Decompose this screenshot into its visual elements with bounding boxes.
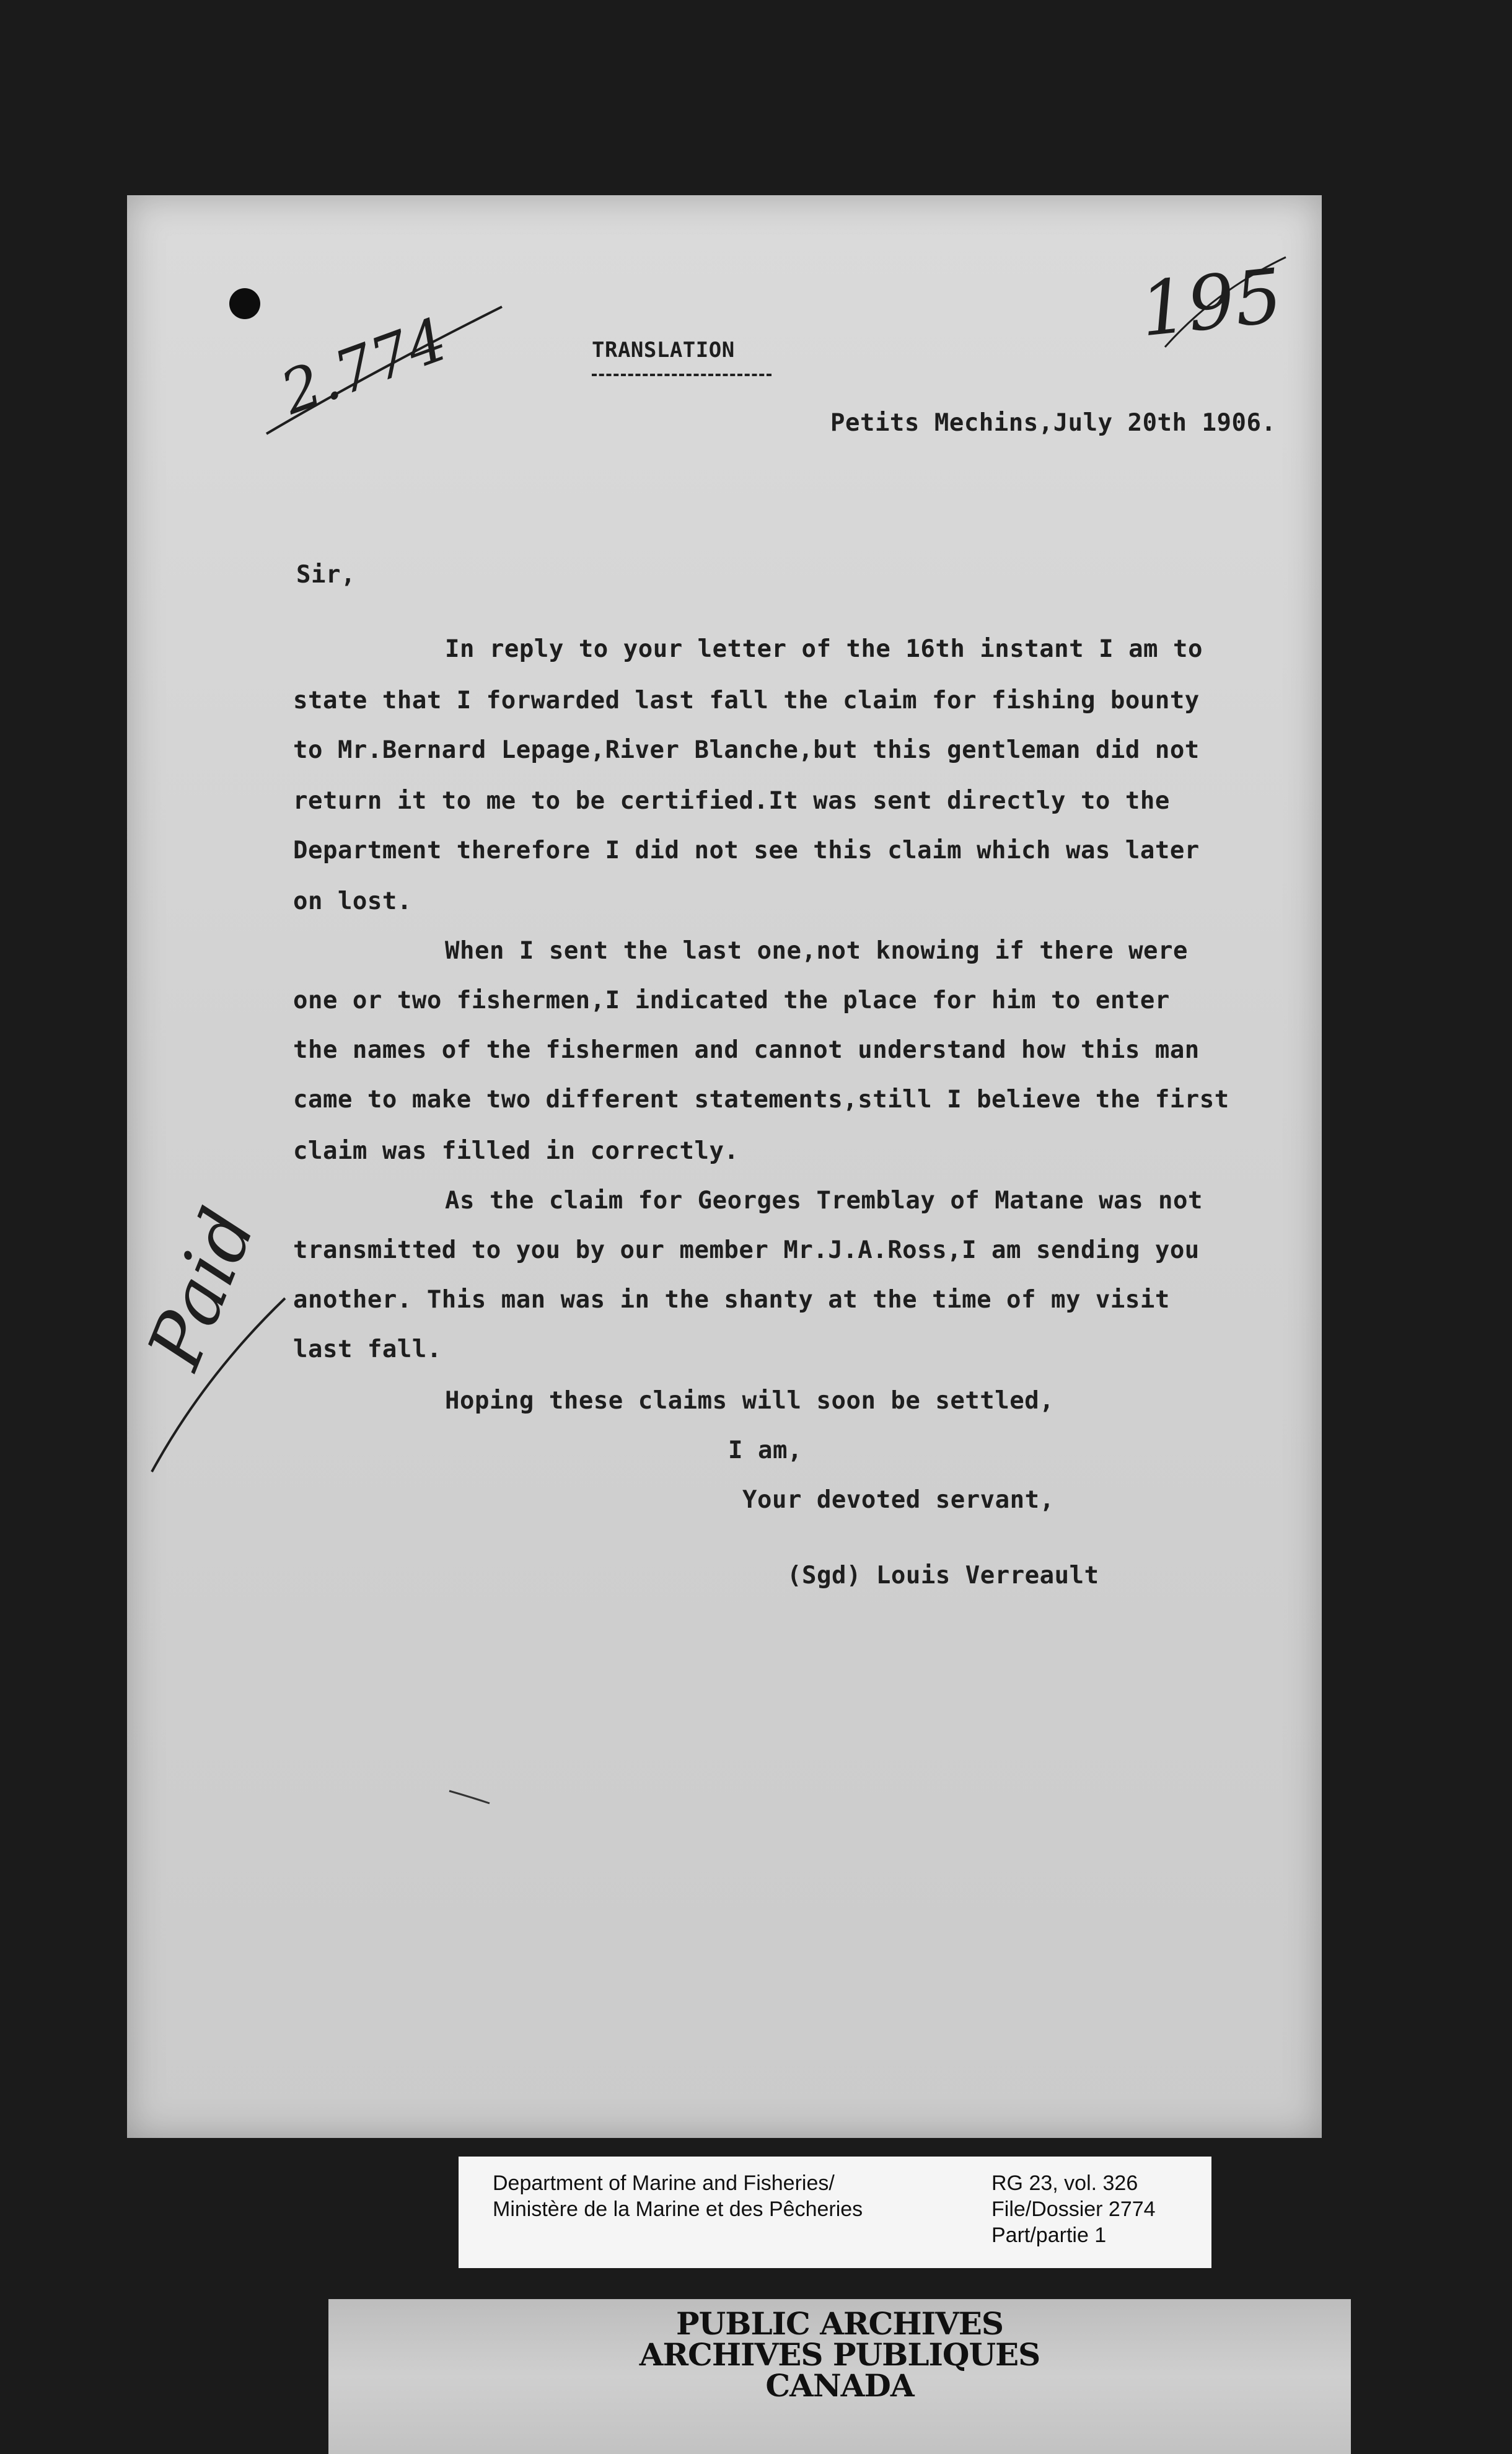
body-line: return it to me to be certified.It was sent directly to the bbox=[293, 787, 1170, 815]
body-line: Department therefore I did not see this claim which was later bbox=[293, 837, 1200, 864]
body-line: one or two fishermen,I indicated the place for him to enter bbox=[293, 987, 1170, 1014]
archive-reference-label bbox=[459, 2157, 1211, 2268]
body-line: another. This man was in the shanty at the time of my visit bbox=[293, 1286, 1170, 1314]
archives-line-country: CANADA bbox=[765, 2367, 914, 2404]
body-line: transmitted to you by our member Mr.J.A.Ross,I am sending you bbox=[293, 1236, 1200, 1264]
department-line-fr: Ministère de la Marine et des Pêcheries bbox=[493, 2197, 863, 2221]
body-line: claim was filled in correctly. bbox=[293, 1137, 739, 1165]
page-number-handwritten: 195 bbox=[1136, 253, 1286, 354]
record-group: RG 23, vol. 326 bbox=[991, 2171, 1138, 2195]
body-line: As the claim for Georges Tremblay of Matane was not bbox=[445, 1187, 1203, 1215]
file-number-handwritten: 2.774 bbox=[272, 304, 456, 428]
archives-line-fr: ARCHIVES PUBLIQUES bbox=[639, 2336, 1040, 2373]
closing-line: Hoping these claims will soon be settled, bbox=[445, 1387, 1055, 1415]
signature-line: (Sgd) Louis Verreault bbox=[787, 1562, 1099, 1590]
heading-underline bbox=[592, 374, 771, 376]
body-line: on lost. bbox=[293, 887, 412, 915]
department-name bbox=[493, 2170, 863, 2222]
paid-mark-handwritten: Paid bbox=[131, 1197, 273, 1381]
part-partie: Part/partie 1 bbox=[991, 2223, 1107, 2247]
archives-stamp bbox=[328, 2299, 1351, 2454]
department-line-en: Department of Marine and Fisheries/ bbox=[493, 2171, 835, 2195]
body-line: state that I forwarded last fall the claim for fishing bounty bbox=[293, 687, 1200, 715]
body-line: came to make two different statements,still I believe the first bbox=[293, 1086, 1229, 1114]
place-date: Petits Mechins,July 20th 1906. bbox=[830, 409, 1277, 437]
body-line: In reply to your letter of the 16th instant I am to bbox=[445, 635, 1203, 663]
body-line: last fall. bbox=[293, 1335, 442, 1363]
body-line: When I sent the last one,not knowing if there were bbox=[445, 937, 1188, 965]
archives-line-en: PUBLIC ARCHIVES bbox=[676, 2305, 1003, 2342]
file-dossier: File/Dossier 2774 bbox=[991, 2197, 1156, 2221]
closing-line: Your devoted servant, bbox=[742, 1486, 1055, 1514]
body-line: the names of the fishermen and cannot understand how this man bbox=[293, 1036, 1200, 1064]
file-reference bbox=[991, 2170, 1156, 2248]
document-heading: TRANSLATION bbox=[592, 338, 735, 363]
closing-line: I am, bbox=[728, 1436, 802, 1464]
body-line: to Mr.Bernard Lepage,River Blanche,but this gentleman did not bbox=[293, 736, 1200, 764]
salutation: Sir, bbox=[296, 561, 356, 589]
